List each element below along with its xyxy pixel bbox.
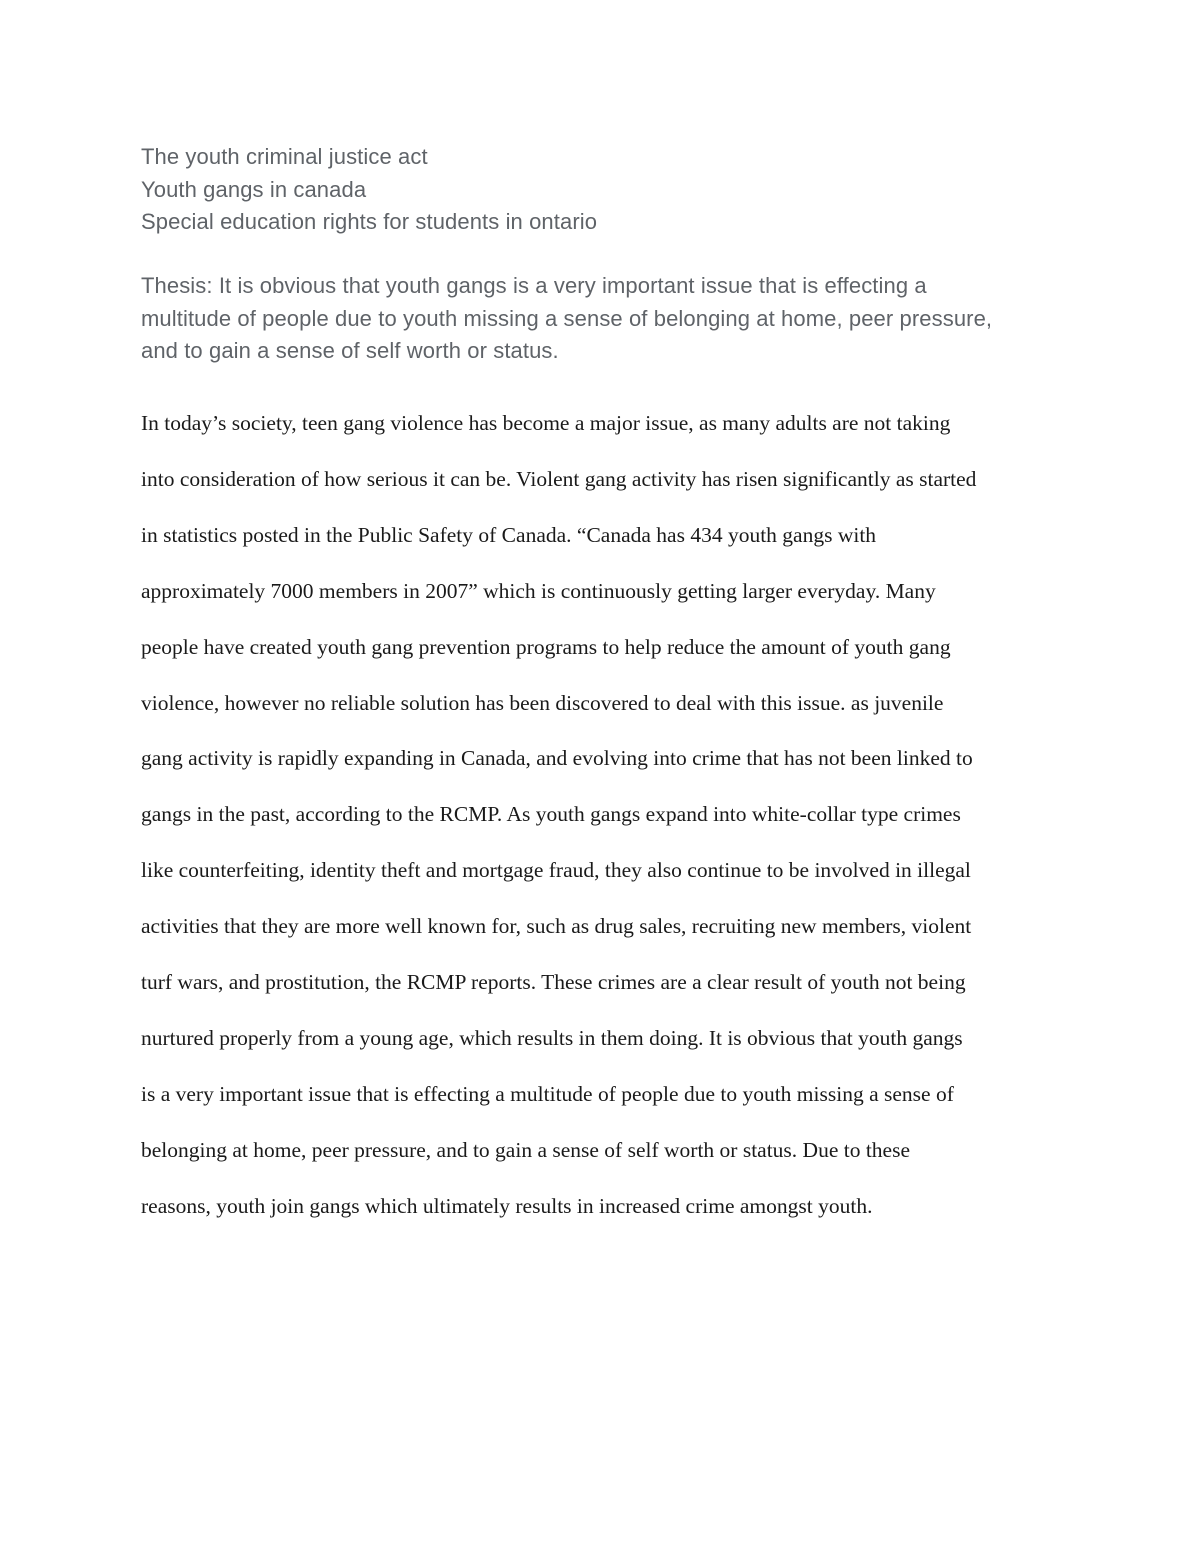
body-line: reasons, youth join gangs which ultimately results in increased crime amongst youth. (141, 1193, 873, 1218)
body-line: like counterfeiting, identity theft and mortgage fraud, they also continue to be involved in illegal (141, 858, 971, 883)
body-line: nurtured properly from a young age, which results in them doing. It is obvious that youth gangs (141, 1025, 963, 1050)
body-line: gang activity is rapidly expanding in Canada, and evolving into crime that has not been linked to (141, 746, 973, 771)
body-line: belonging at home, peer pressure, and to gain a sense of self worth or status. Due to these (141, 1137, 911, 1162)
body-line: In today’s society, teen gang violence has become a major issue, as many adults are not taking (141, 411, 951, 435)
body-line: violence, however no reliable solution has been discovered to deal with this issue. as juvenile (141, 690, 944, 715)
body-line: in statistics posted in the Public Safety of Canada. “Canada has 434 youth gangs with (141, 522, 877, 547)
topic-item: Special education rights for students in ontario (141, 209, 598, 234)
topic-item: Youth gangs in canada (141, 176, 367, 202)
thesis-statement (141, 270, 1081, 368)
body-line: activities that they are more well known for, such as drug sales, recruiting new members, violent (141, 914, 972, 939)
body-line: approximately 7000 members in 2007” which is continuously getting larger everyday. Many (141, 578, 936, 603)
body-line: people have created youth gang prevention programs to help reduce the amount of youth gang (141, 634, 951, 659)
thesis-line: and to gain a sense of self worth or status. (141, 338, 559, 363)
body-paragraph (141, 396, 1101, 1235)
thesis-line: Thesis: It is obvious that youth gangs is a very important issue that is effecting a (141, 273, 927, 298)
body-line: into consideration of how serious it can be. Violent gang activity has risen significantly as started (141, 466, 977, 491)
topic-list (141, 141, 1101, 239)
thesis-line: multitude of people due to youth missing a sense of belonging at home, peer pressure, (141, 305, 993, 331)
body-line: turf wars, and prostitution, the RCMP reports. These crimes are a clear result of youth not being (141, 970, 966, 995)
body-line: is a very important issue that is effecting a multitude of people due to youth missing a sense of (141, 1081, 954, 1106)
body-line: gangs in the past, according to the RCMP. As youth gangs expand into white-collar type crimes (141, 802, 961, 827)
topic-item: The youth criminal justice act (141, 144, 428, 169)
